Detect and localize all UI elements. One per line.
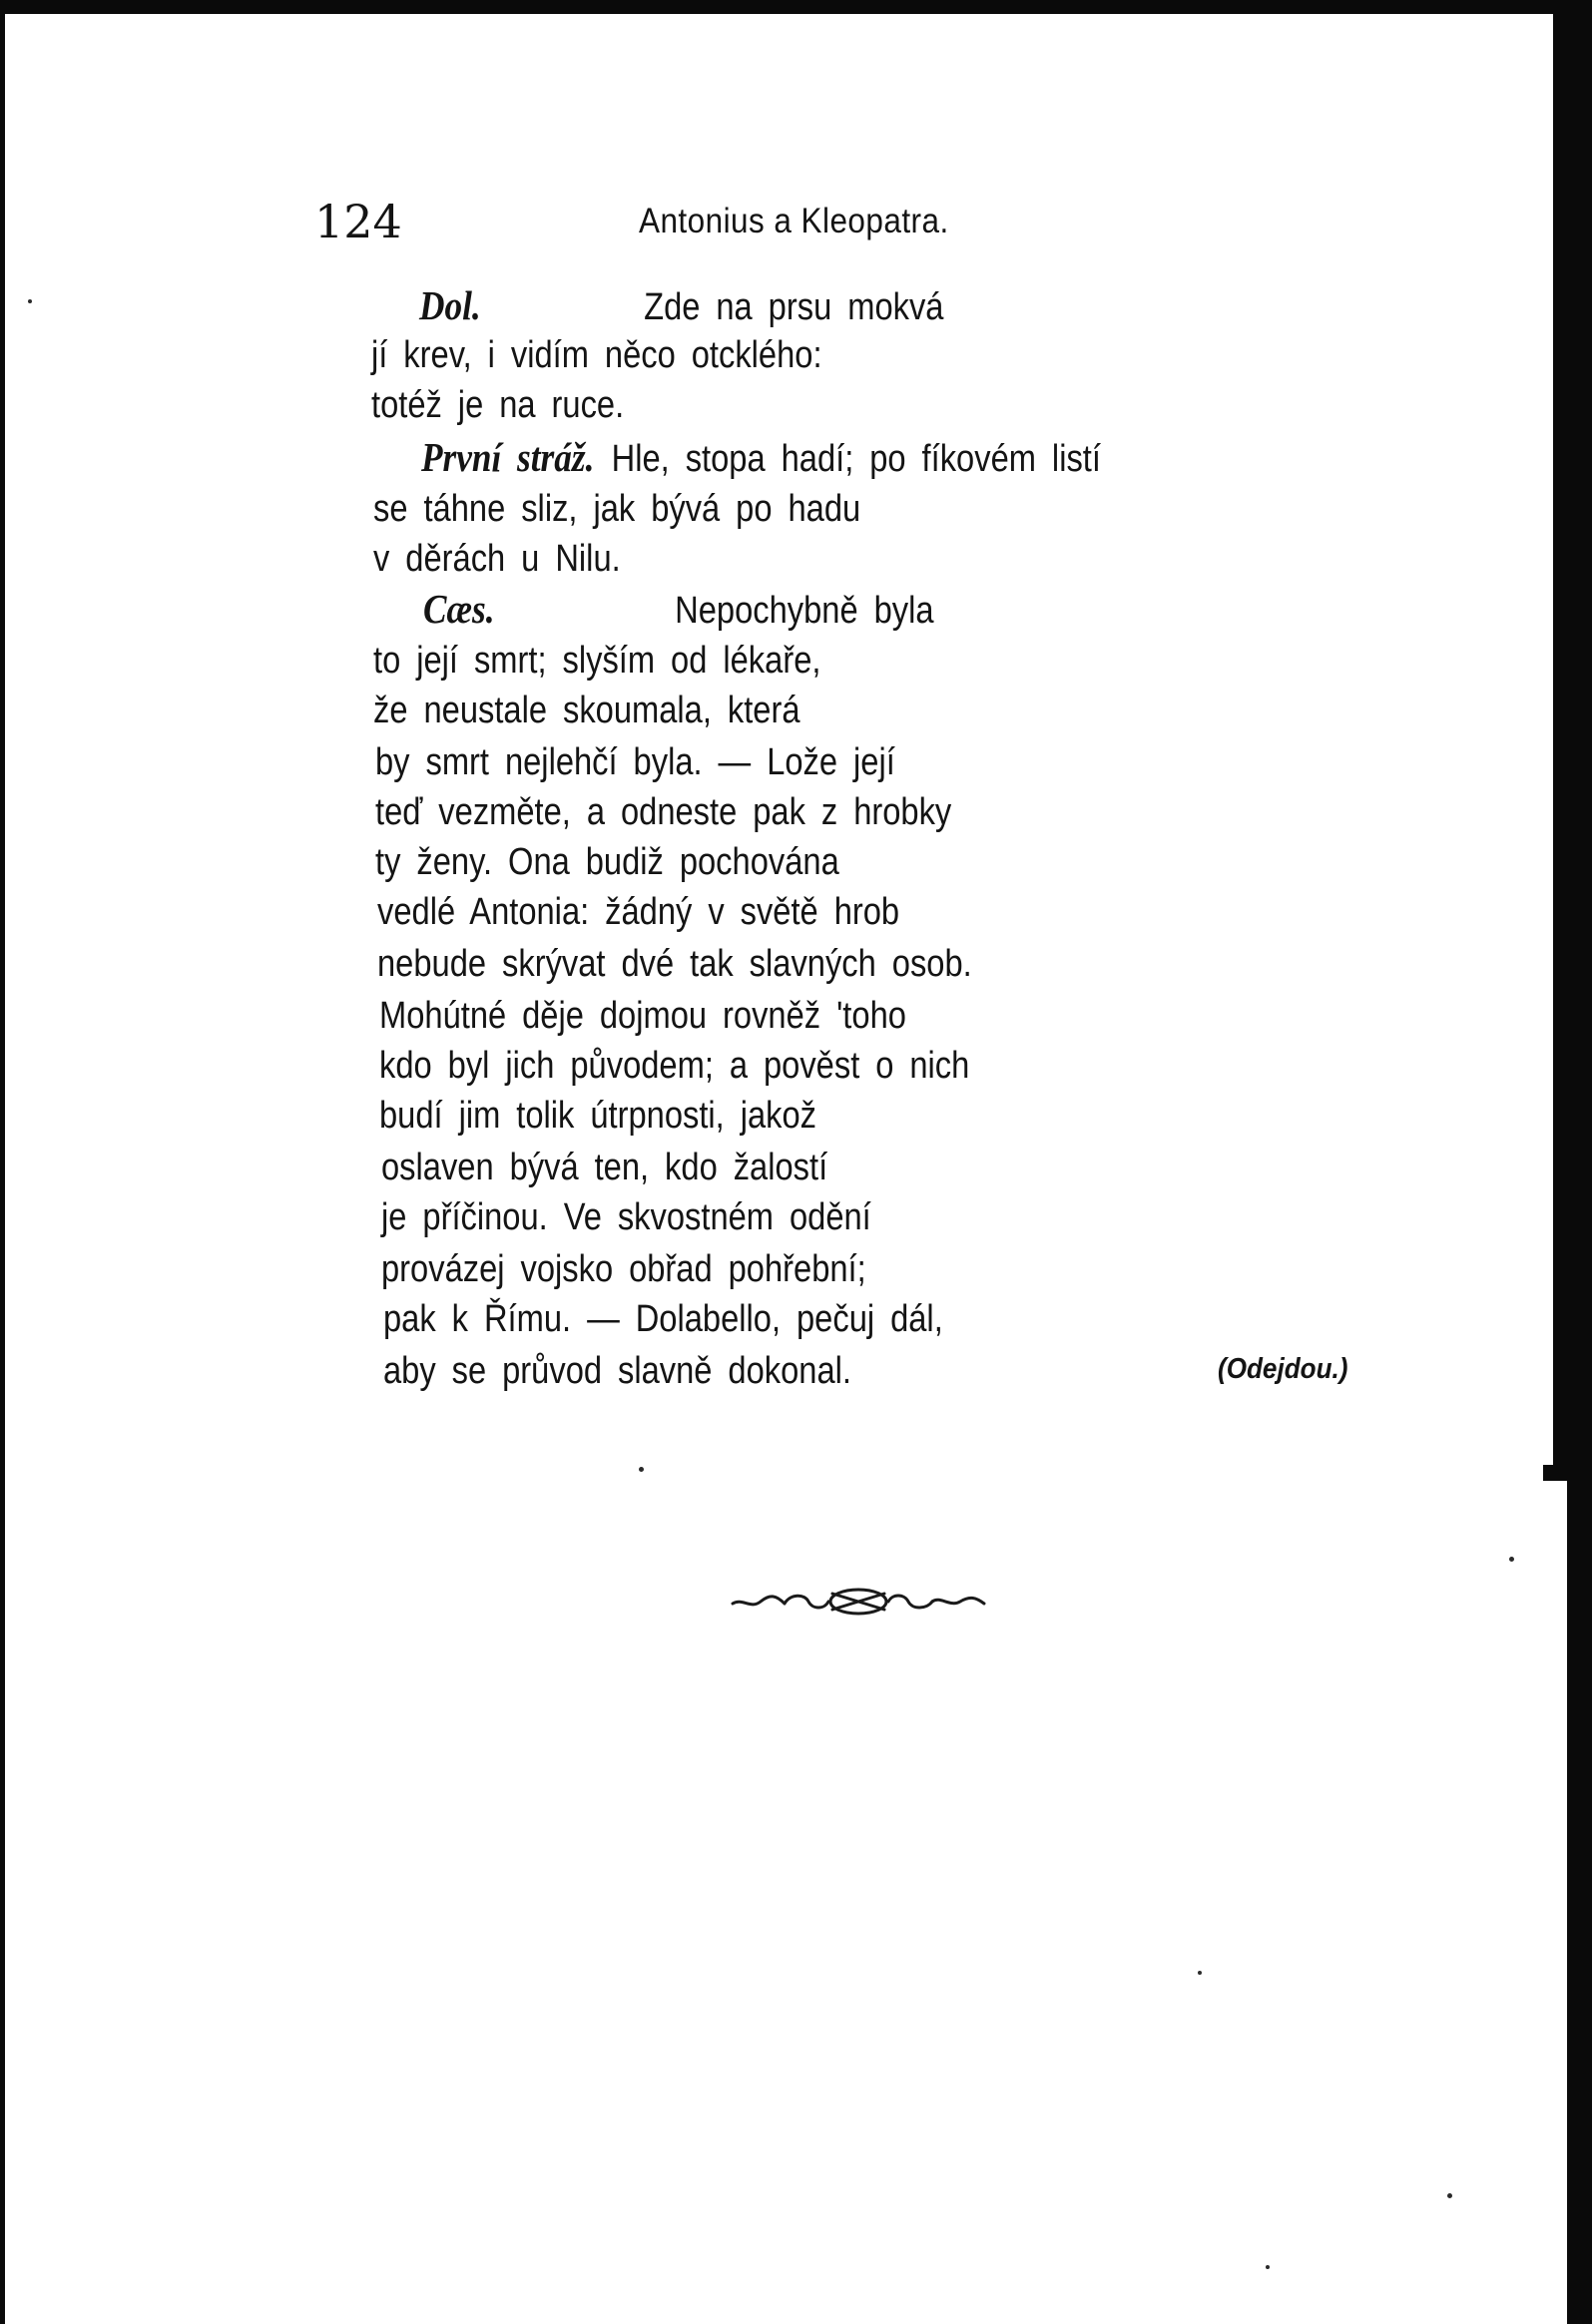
verse-line [373,485,860,533]
verse-text: to její smrt; slyším od lékaře, [373,640,821,682]
verse-line [375,738,895,786]
verse-line [423,585,934,635]
verse-text: aby se průvod slavně dokonal. [383,1350,851,1392]
verse-line [373,687,800,734]
stage-direction: (Odejdou.) [1218,1353,1348,1385]
verse-text: vedlé Antonia: žádný v světě hrob [377,891,900,933]
verse-line [371,381,624,429]
verse-line [383,1295,943,1343]
scan-frame-top [0,0,1592,14]
verse-line [375,838,839,886]
verse-text: že neustale skoumala, která [373,690,800,731]
verse-line [373,637,820,685]
verse-text: budí jim tolik útrpnosti, jakož [379,1095,817,1137]
scan-speck [1447,2193,1452,2198]
speaker-name: První stráž. [421,434,595,480]
verse-line [421,433,1101,483]
verse-line [377,940,972,988]
verse-line [419,281,943,331]
scan-speck [28,299,32,303]
scan-frame-notch [1543,1465,1567,1481]
scan-speck [1266,2265,1270,2269]
verse-text: totéž je na ruce. [371,384,625,426]
running-head-title: Antonius a Kleopatra. [639,202,949,240]
verse-line [381,1144,827,1191]
speaker-name: Dol. [419,282,481,328]
verse-text: teď vezměte, a odneste pak z hrobky [375,791,952,833]
verse-text: Zde na prsu mokvá [644,286,944,328]
running-head [314,192,1033,251]
verse-text: by smrt nejlehčí byla. — Lože její [375,741,895,783]
verse-line [381,1193,871,1241]
verse-line [383,1347,851,1395]
tailpiece-ornament-icon [729,1582,988,1622]
verse-text: jí krev, i vidím něco otcklého: [371,334,822,376]
scan-speck [1198,1971,1202,1975]
scan-speck [1509,1557,1514,1562]
verse-text: kdo byl jich původem; a pověst o nich [379,1045,970,1087]
scan-speck [639,1467,644,1472]
verse-text: oslaven bývá ten, kdo žalostí [381,1147,828,1188]
verse-text: ty ženy. Ona budiž pochována [375,841,839,883]
verse-line [377,888,899,936]
verse-text: v děrách u Nilu. [373,538,621,580]
verse-line [381,1245,866,1293]
verse-line [371,331,822,379]
verse-text: nebude skrývat dvé tak slavných osob. [377,943,972,985]
verse-text: Hle, stopa hadí; po fíkovém listí [611,438,1101,480]
verse-text: Nepochybně byla [675,590,934,632]
verse-line [379,992,906,1040]
scan-frame-left [0,0,5,2324]
verse-line [379,1092,816,1140]
verse-line [379,1042,969,1090]
speaker-name: Cæs. [423,586,495,632]
verse-text: provázej vojsko obřad pohřební; [381,1248,866,1290]
page-number: 124 [314,195,402,248]
scan-frame-right-inner [1553,14,1567,1481]
verse-text: se táhne sliz, jak bývá po hadu [373,488,861,530]
verse-line [373,535,621,583]
verse-text: je příčinou. Ve skvostném odění [381,1196,871,1238]
scan-frame-right [1567,0,1592,2324]
verse-text: Mohútné děje dojmou rovněž 'toho [379,995,906,1037]
verse-line [375,788,951,836]
verse-text: pak k Římu. — Dolabello, pečuj dál, [383,1298,943,1340]
